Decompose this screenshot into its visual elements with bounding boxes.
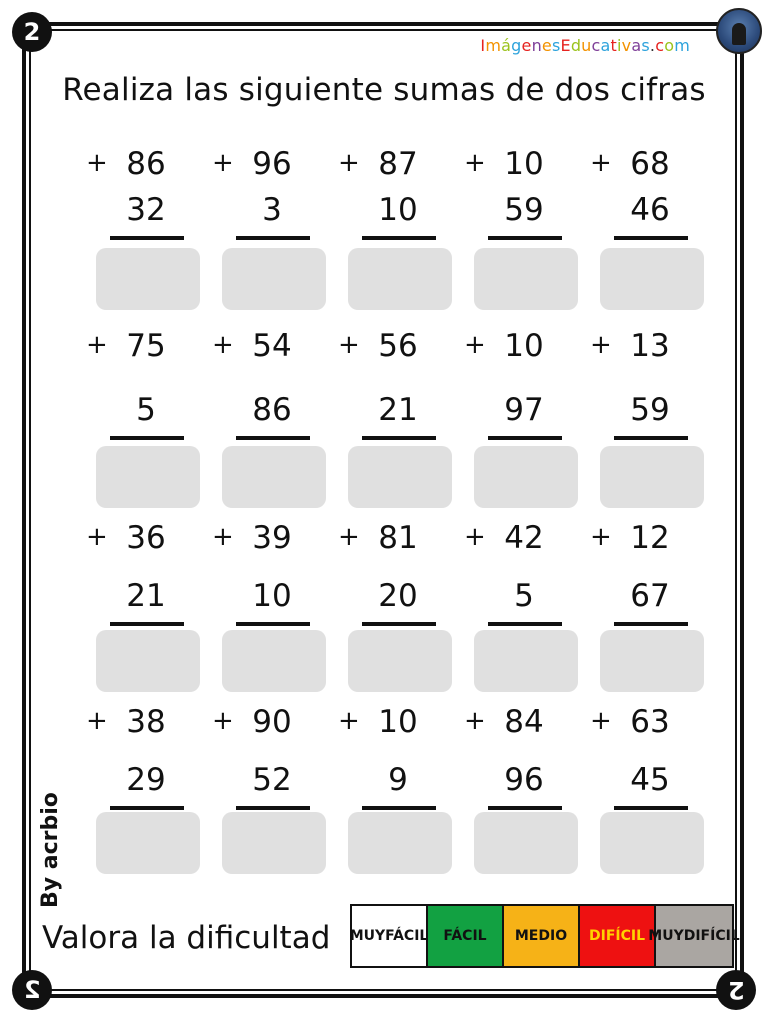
addend-bottom: 86 (252, 392, 292, 428)
site-letter: u (581, 36, 592, 55)
site-letter: e (521, 36, 532, 55)
sum-line (110, 622, 184, 626)
addend-top: 10 (504, 328, 544, 364)
answer-box[interactable] (222, 248, 326, 310)
plus-sign: + (590, 522, 612, 552)
site-letter: g (511, 36, 522, 55)
answer-box[interactable] (222, 446, 326, 508)
site-letter: a (600, 36, 611, 55)
rating-option[interactable]: MEDIO (504, 906, 580, 966)
addend-bottom: 46 (630, 192, 670, 228)
addend-top: 75 (126, 328, 166, 364)
addend-bottom: 21 (126, 578, 166, 614)
page-number-badge: 2 (12, 12, 52, 52)
author-credit: By acrbio (38, 792, 63, 908)
sum-line (488, 236, 562, 240)
addend-bottom: 96 (504, 762, 544, 798)
answer-box[interactable] (96, 630, 200, 692)
site-logo-icon (716, 8, 762, 54)
answer-box[interactable] (474, 446, 578, 508)
addend-top: 36 (126, 520, 166, 556)
answer-box[interactable] (600, 248, 704, 310)
addend-bottom: 9 (388, 762, 408, 798)
sum-line (110, 236, 184, 240)
sum-line (362, 236, 436, 240)
plus-sign: + (212, 148, 234, 178)
answer-box[interactable] (600, 812, 704, 874)
sum-line (236, 236, 310, 240)
addend-bottom: 20 (378, 578, 418, 614)
worksheet-title: Realiza las siguiente sumas de dos cifras (62, 72, 706, 108)
addend-bottom: 67 (630, 578, 670, 614)
addend-bottom: 5 (136, 392, 156, 428)
addend-top: 56 (378, 328, 418, 364)
answer-box[interactable] (348, 248, 452, 310)
plus-sign: + (86, 148, 108, 178)
plus-sign: + (212, 706, 234, 736)
plus-sign: + (338, 330, 360, 360)
answer-box[interactable] (600, 630, 704, 692)
addend-bottom: 59 (504, 192, 544, 228)
rating-option[interactable]: DIFÍCIL (580, 906, 656, 966)
sum-line (614, 622, 688, 626)
site-letter: e (541, 36, 552, 55)
answer-box[interactable] (222, 812, 326, 874)
answer-box[interactable] (474, 812, 578, 874)
sum-line (236, 622, 310, 626)
addend-top: 42 (504, 520, 544, 556)
addend-top: 84 (504, 704, 544, 740)
site-letter: I (480, 36, 486, 55)
site-letter: s (551, 36, 561, 55)
sum-line (614, 236, 688, 240)
plus-sign: + (590, 706, 612, 736)
addend-bottom: 29 (126, 762, 166, 798)
plus-sign: + (464, 330, 486, 360)
plus-sign: + (464, 706, 486, 736)
addend-bottom: 45 (630, 762, 670, 798)
addend-bottom: 10 (378, 192, 418, 228)
sum-line (362, 622, 436, 626)
site-letter: c (591, 36, 601, 55)
addend-bottom: 3 (262, 192, 282, 228)
site-letter: i (617, 36, 622, 55)
addend-bottom: 21 (378, 392, 418, 428)
site-letter: m (485, 36, 502, 55)
sum-line (236, 806, 310, 810)
plus-sign: + (464, 522, 486, 552)
answer-box[interactable] (96, 248, 200, 310)
addend-top: 96 (252, 146, 292, 182)
addend-bottom: 5 (514, 578, 534, 614)
addend-top: 63 (630, 704, 670, 740)
site-letter: t (610, 36, 618, 55)
site-letter: n (531, 36, 542, 55)
addend-top: 10 (378, 704, 418, 740)
addend-top: 10 (504, 146, 544, 182)
site-letter: E (560, 36, 571, 55)
addend-top: 13 (630, 328, 670, 364)
site-letter: . (649, 36, 656, 55)
plus-sign: + (212, 522, 234, 552)
site-letter: á (501, 36, 512, 55)
answer-box[interactable] (96, 446, 200, 508)
sum-line (362, 806, 436, 810)
addend-top: 81 (378, 520, 418, 556)
sum-line (614, 436, 688, 440)
plus-sign: + (86, 706, 108, 736)
sum-line (110, 436, 184, 440)
answer-box[interactable] (474, 630, 578, 692)
corner-swirl-icon: 2 (716, 970, 756, 1010)
plus-sign: + (86, 330, 108, 360)
addend-top: 39 (252, 520, 292, 556)
plus-sign: + (338, 706, 360, 736)
addend-top: 86 (126, 146, 166, 182)
rating-option[interactable]: FÁCIL (428, 906, 504, 966)
answer-box[interactable] (96, 812, 200, 874)
sum-line (614, 806, 688, 810)
site-watermark (480, 36, 690, 55)
answer-box[interactable] (348, 446, 452, 508)
addend-top: 12 (630, 520, 670, 556)
sum-line (362, 436, 436, 440)
addend-bottom: 32 (126, 192, 166, 228)
sum-line (488, 622, 562, 626)
site-letter: v (621, 36, 632, 55)
site-letter: d (570, 36, 582, 55)
addend-bottom: 59 (630, 392, 670, 428)
addend-top: 54 (252, 328, 292, 364)
rating-option[interactable]: MUY FÁCIL (352, 906, 428, 966)
answer-box[interactable] (222, 630, 326, 692)
sum-line (488, 436, 562, 440)
plus-sign: + (590, 330, 612, 360)
answer-box[interactable] (474, 248, 578, 310)
addend-top: 68 (630, 146, 670, 182)
addend-bottom: 10 (252, 578, 292, 614)
addend-top: 90 (252, 704, 292, 740)
corner-swirl-icon: 2 (12, 970, 52, 1010)
site-letter: s (641, 36, 650, 55)
rating-label: Valora la dificultad (42, 920, 331, 956)
rating-option[interactable]: MUY DIFÍCIL (656, 906, 732, 966)
answer-box[interactable] (348, 812, 452, 874)
plus-sign: + (86, 522, 108, 552)
plus-sign: + (212, 330, 234, 360)
addend-top: 87 (378, 146, 418, 182)
answer-box[interactable] (600, 446, 704, 508)
site-letter: c (655, 36, 665, 55)
addend-bottom: 97 (504, 392, 544, 428)
plus-sign: + (338, 148, 360, 178)
plus-sign: + (464, 148, 486, 178)
addend-top: 38 (126, 704, 166, 740)
site-letter: m (674, 36, 690, 55)
site-letter: a (631, 36, 642, 55)
difficulty-rating (349, 904, 740, 968)
addend-bottom: 52 (252, 762, 292, 798)
plus-sign: + (338, 522, 360, 552)
answer-box[interactable] (348, 630, 452, 692)
sum-line (110, 806, 184, 810)
sum-line (488, 806, 562, 810)
sum-line (236, 436, 310, 440)
plus-sign: + (590, 148, 612, 178)
site-letter: o (664, 36, 675, 55)
